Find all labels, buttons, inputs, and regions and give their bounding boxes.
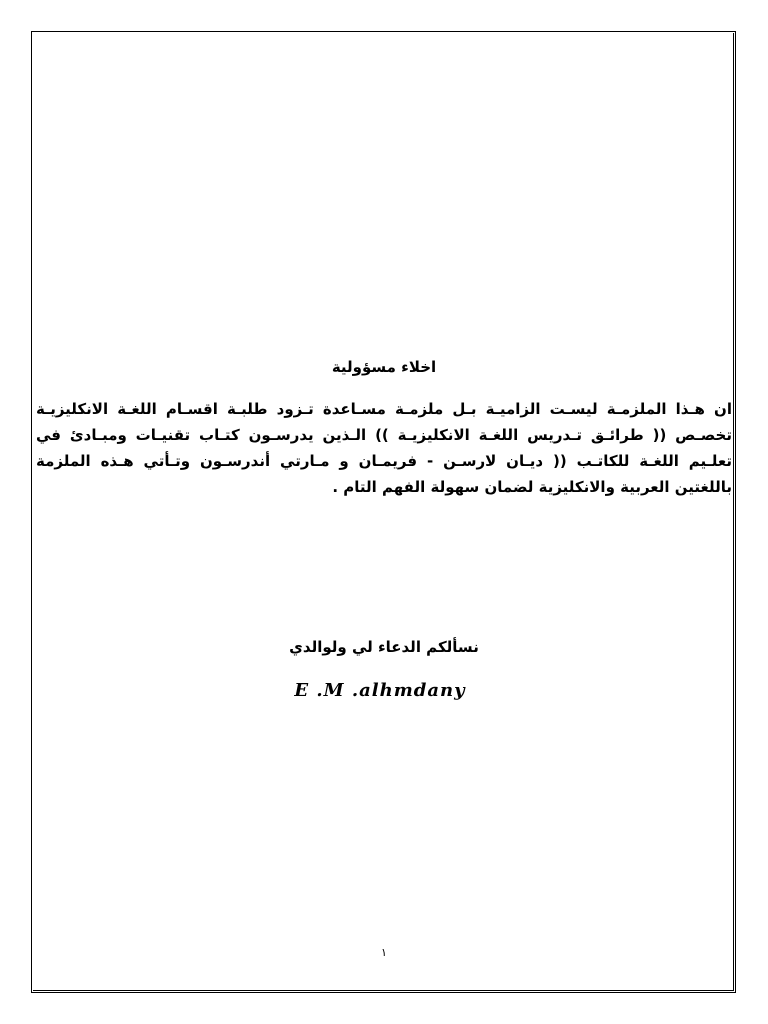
page-border-shadow (33, 33, 734, 991)
disclaimer-heading: اخلاء مسؤولية (331, 358, 437, 376)
prayer-request: نسألكم الدعاء لي ولوالدي (289, 638, 479, 656)
disclaimer-paragraph: ان هـذا الملزمـة ليسـت الزاميـة بـل ملزمـة مسـاعدة تـزود طلبـة اقسـام اللغـة الانكليزيـة تخصـص (( طرائـق تـدريس اللغـة الانكليزيـة )) الـذين يدرسـون كتـاب تقنيـات ومبـادئ في تعلـيم اللغـة للكاتـب (( ديـان لارسـن - فريمـان و مـارتي أندرسـون وتـأتي هـذه الملزمة باللغتين العربية والانكليزية لضمان سهولة الفهم التام . (36, 400, 732, 496)
author-signature: E .M .alhmdany (294, 680, 466, 701)
page-number: ١ (381, 946, 387, 959)
